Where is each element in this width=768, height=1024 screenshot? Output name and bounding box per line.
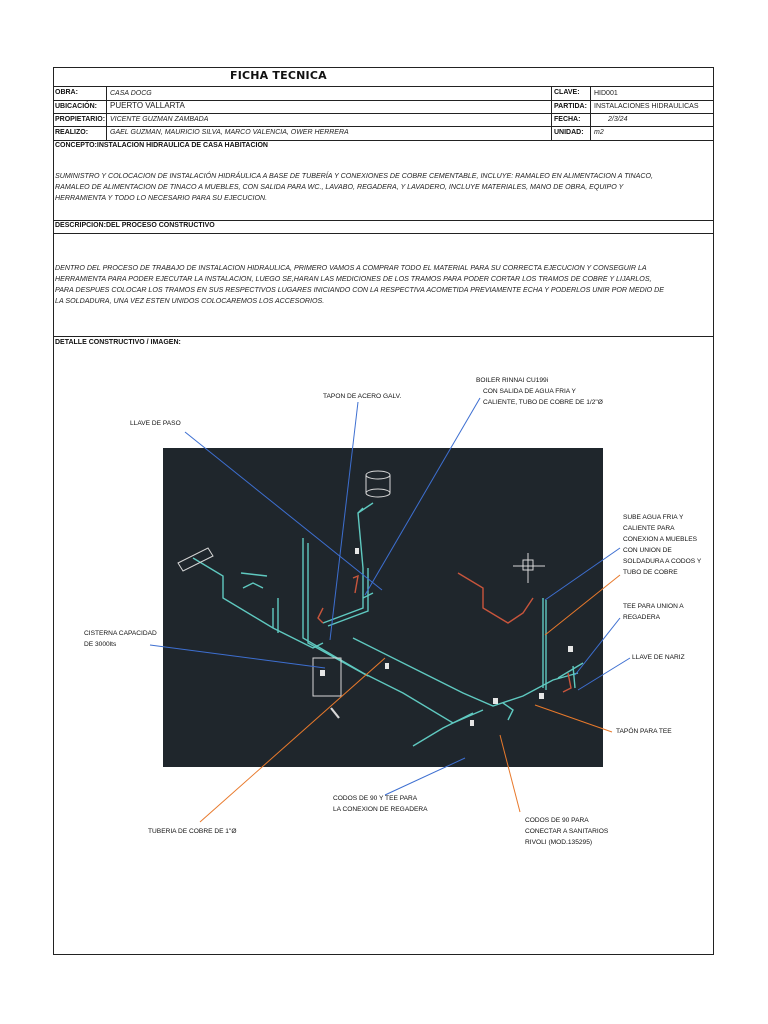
propietario-label: PROPIETARIO: (55, 116, 106, 123)
partida-label: PARTIDA: (554, 103, 587, 110)
descripcion-line: DENTRO DEL PROCESO DE TRABAJO DE INSTALACION HIDRAULICA, PRIMERO VAMOS A COMPRAR TODO EL MATERIAL PARA SU CORRECTA EJECUCION Y CONSEGUIR LA (55, 264, 647, 272)
partida-value: INSTALACIONES HIDRAULICAS (594, 103, 699, 110)
callout-llave-nariz: LLAVE DE NARIZ (632, 654, 685, 661)
descripcion-label: DESCRIPCION:DEL PROCESO CONSTRUCTIVO (55, 222, 215, 229)
leader-boiler (365, 398, 480, 595)
leader-llave-paso (185, 432, 382, 590)
callout-line: CISTERNA CAPACIDAD (84, 630, 157, 637)
callout-line: SOLDADURA A CODOS Y (623, 558, 702, 565)
callout-line: CALIENTE, TUBO DE COBRE DE 1/2"Ø (483, 399, 603, 406)
callout-line: CALIENTE PARA (623, 525, 675, 532)
callout-tapon-tee: TAPÓN PARA TEE (616, 728, 672, 735)
callout-line: CON UNION DE (623, 547, 672, 554)
leader-cisterna (150, 645, 325, 668)
callout-line: RIVOLI (MOD.135295) (525, 839, 593, 846)
concepto-label: CONCEPTO:INSTALACION HIDRAULICA DE CASA HABITACION (55, 142, 268, 149)
concepto-line: HERRAMIENTA Y TODO LO NECESARIO PARA SU EJECUCION. (55, 194, 268, 202)
propietario-value: VICENTE GUZMAN ZAMBADA (110, 116, 209, 123)
callout-boiler (476, 375, 603, 408)
ubicacion-label: UBICACIÓN: (55, 103, 97, 110)
descripcion-line: HERRAMIENTA PARA PODER EJECUTAR LA INSTALACION, LUEGO SE,HARAN LAS MEDICIONES DE LOS TRAMOS PARA PODER CORTAR LOS TRAMOS DE COBRE Y LIJARLOS, (55, 275, 652, 283)
leader-sube-agua-hot (545, 575, 620, 635)
obra-value: CASA DOCG (110, 90, 152, 97)
callout-tee-union (623, 601, 684, 623)
callout-line: REGADERA (623, 614, 661, 621)
fecha-label: FECHA: (554, 116, 581, 123)
concepto-line: SUMINISTRO Y COLOCACION DE INSTALACIÓN HIDRÁULICA A BASE DE TUBERÍA Y CONEXIONES DE COBRE CEMENTABLE, INCLUYE: RAMALEO EN ALIMENTACION A TINACO, (55, 172, 653, 180)
leader-tee-union (575, 618, 620, 675)
callout-cisterna (84, 628, 157, 650)
unidad-value: m2 (594, 129, 604, 136)
leader-sube-agua (545, 548, 620, 600)
callout-line: BOILER RINNAI CU199i (476, 377, 549, 384)
detalle-label: DETALLE CONSTRUCTIVO / IMAGEN: (55, 339, 181, 346)
leader-tapon-tee (535, 705, 612, 732)
callout-line: CODOS DE 90 Y TEE PARA (333, 795, 418, 802)
leader-llave-nariz (578, 658, 630, 690)
leader-codos-tee (385, 758, 465, 795)
callout-codos-sanitarios (525, 815, 608, 848)
callout-tapon-acero: TAPON DE ACERO GALV. (323, 393, 402, 400)
concepto-line: RAMALEO DE ALIMENTACION DE TINACO A MUEBLES, CON SALIDA PARA WC., LAVABO, REGADERA, Y LAVADERO, INCLUYE MATERIALES, MANO DE OBRA, EQUIPO Y (55, 183, 624, 191)
obra-label: OBRA: (55, 89, 78, 96)
callout-llave-paso: LLAVE DE PASO (130, 420, 181, 427)
unidad-label: UNIDAD: (554, 129, 584, 136)
realizo-value: GAEL GUZMAN, MAURICIO SILVA, MARCO VALENCIA, OWER HERRERA (110, 129, 349, 136)
callout-line: CONECTAR A SANITARIOS (525, 828, 609, 835)
leader-codos-sanitarios (500, 735, 520, 812)
callout-line: TEE PARA UNION A (623, 603, 684, 610)
callout-codos-tee (333, 793, 428, 815)
descripcion-line: LA SOLDADURA, UNA VEZ ESTEN UNIDOS COLOCAREMOS LOS ACCESORIOS. (55, 297, 325, 305)
callout-line: CON SALIDA DE AGUA FRIA Y (483, 388, 576, 395)
clave-label: CLAVE: (554, 89, 580, 96)
ubicacion-value: PUERTO VALLARTA (110, 101, 185, 110)
callout-sube-agua (623, 512, 701, 578)
callout-tuberia: TUBERIA DE COBRE DE 1"Ø (148, 828, 237, 835)
callout-line: LA CONEXION DE REGADERA (333, 806, 428, 813)
realizo-label: REALIZO: (55, 129, 89, 136)
callout-line: DE 3000lts (84, 641, 117, 648)
clave-value: HID001 (594, 90, 618, 97)
callout-line: TUBO DE COBRE (623, 569, 678, 576)
leader-tapon-acero (330, 402, 358, 640)
descripcion-line: PARA DESPUES COLOCAR LOS TRAMOS EN SUS RESPECTIVOS LUGARES INICIANDO CON LA RESPECTIVA ACOMETIDA PREVIAMENTE ECHA Y PODERLOS UNIR POR MEDIO DE (55, 286, 665, 294)
fecha-value: 2/3/24 (608, 116, 628, 123)
callout-line: SUBE AGUA FRIA Y (623, 514, 684, 521)
callout-line: CODOS DE 90 PARA (525, 817, 589, 824)
page-title: FICHA TECNICA (230, 69, 327, 82)
callout-line: CONEXION A MUEBLES (623, 536, 698, 543)
